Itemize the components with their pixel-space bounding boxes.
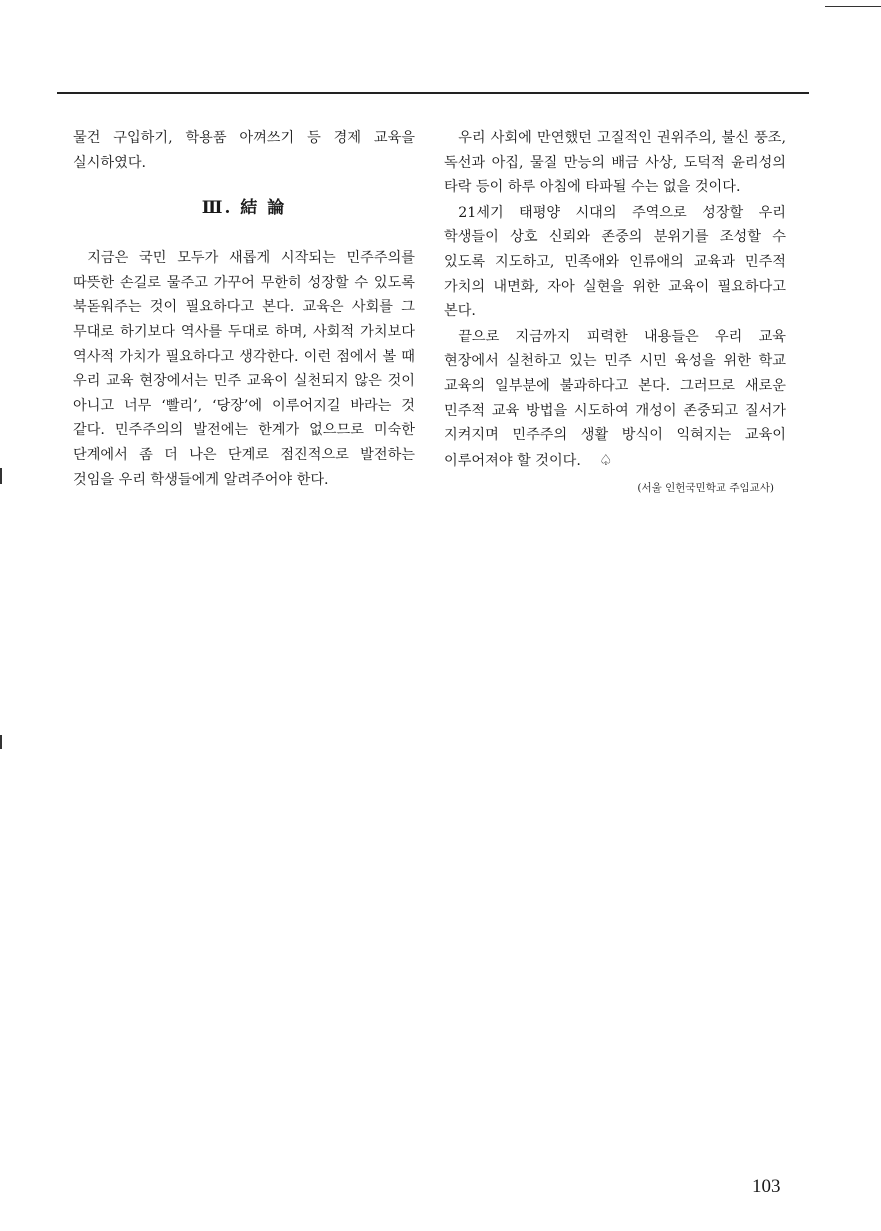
intro-paragraph: 물건 구입하기, 학용품 아껴쓰기 등 경제 교육을 실시하였다. [73,130,415,171]
header-rule [57,92,809,94]
margin-mark [0,735,2,749]
closing-mark-icon: ♤ [599,450,613,469]
paragraph-1: 우리 사회에 만연했던 고질적인 권위주의, 불신 풍조, 독선과 아집, 물질 만능의 배금 사상, 도덕적 윤리성의 타락 등이 하루 아침에 타파될 수는 없을 것이다. [444,130,786,196]
author-note: (서울 인헌국민학교 주임교사) [637,482,774,495]
top-right-rule [825,6,881,7]
conclusion-paragraph: 지금은 국민 모두가 새롭게 시작되는 민주주의를 따뜻한 손길로 물주고 가꾸어 무한히 성장할 수 있도록 북돋워주는 것이 필요하다고 본다. 교육은 사회를 그 무대로 하기보다 역사를 두대로 하며, 사회적 가치보다 역사적 가치가 필요하다고 생각한다. 이런 점에서 볼 때 우리 교육 현장에서는 민주 교육이 실천되지 않은 것이 아니고 너무 ‘빨리’, ‘당장’에 이루어지길 바라는 것 같다. 민주주의의 발전에는 한계가 없으므로 미숙한 단계에서 좀 더 나은 단계로 점진적으로 발전하는 것임을 우리 학생들에게 알려주어야 한다. [73,250,415,488]
paragraph-3-text: 끝으로 지금까지 피력한 내용들은 우리 교육 현장에서 실천하고 있는 민주 시민 육성을 위한 학교 교육의 일부분에 불과하다고 본다. 그러므로 새로운 민주적 교육 방법을 시도하여 개성이 존중되고 질서가 지켜지며 민주주의 생활 방식이 익혀지는 교육이 이루어져야 할 것이다. [444,328,786,469]
paragraph-2: 21세기 태평양 시대의 주역으로 성장할 우리 학생들이 상호 신뢰와 존중의 분위기를 조성할 수 있도록 지도하고, 민족애와 인류애의 교육과 민주적 가치의 내면화, 자아 실현을 위한 교육이 필요하다고 본다. [444,204,786,320]
page-number: 103 [752,1176,781,1197]
paragraph-3 [444,325,786,474]
margin-mark [0,468,2,484]
right-column [444,126,786,497]
left-column [73,126,415,493]
section-title: Ⅲ. 結 論 [201,198,287,219]
